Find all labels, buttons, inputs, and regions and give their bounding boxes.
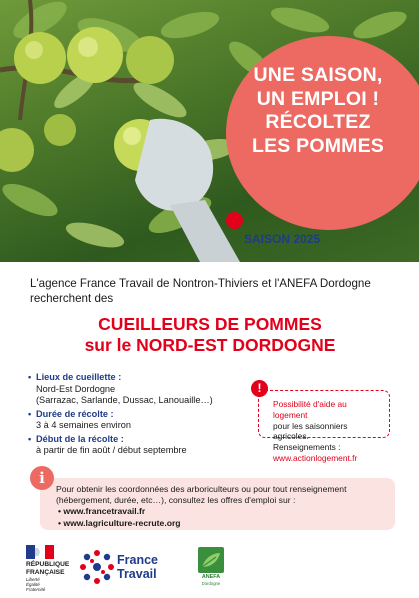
bullet-icon: • — [28, 408, 32, 419]
motto-liberte: Liberté — [26, 577, 40, 582]
detail-label: Lieux de cueillette : — [36, 372, 122, 382]
anefa-leaf-icon — [198, 547, 224, 573]
bullet-icon: • — [28, 433, 32, 444]
detail-location — [28, 372, 248, 407]
aid-line-2: pour les saisonniers agricoles. — [273, 420, 348, 442]
detail-value: Nord-Est Dordogne — [36, 383, 116, 394]
red-dot-decoration — [226, 212, 243, 229]
republique-line-1: RÉPUBLIQUE — [26, 561, 70, 568]
bullet-icon: • — [28, 372, 32, 382]
anefa-sub: Dordogne — [201, 581, 221, 586]
headline-line-3: RÉCOLTEZ — [265, 111, 371, 133]
france-travail-logo — [79, 547, 169, 587]
republique-line-2: FRANÇAISE — [26, 568, 65, 576]
info-icon: i — [30, 466, 54, 490]
detail-duration — [28, 409, 248, 432]
info-line-1: Pour obtenir les coordonnées des arboriculteurs ou pour tout renseignement — [56, 484, 347, 494]
anefa-logo — [198, 547, 224, 587]
headline-line-1: UNE SAISON, — [253, 64, 383, 86]
info-line-2: (hébergement, durée, etc…), consultez les offres d'emploi sur : — [56, 495, 296, 506]
detail-value: à partir de fin août / début septembre — [36, 445, 187, 455]
aid-line-3: Renseignements : — [273, 442, 341, 453]
detail-label: Durée de récolte : — [36, 408, 114, 419]
lagriculture-recrute-link[interactable]: • www.lagriculture-recrute.org — [58, 517, 181, 528]
intro-line-1: L'agence France Travail de Nontron-Thiviers et l'ANEFA Dordogne — [30, 277, 371, 290]
republique-francaise-logo — [26, 545, 76, 592]
lagriculture-recrute-link-text[interactable]: www.lagriculture-recrute.org — [63, 517, 181, 528]
detail-value: (Sarrazac, Sarlande, Dussac, Lanouaille…) — [36, 395, 213, 405]
francetravail-link[interactable]: • www.francetravail.fr — [58, 506, 146, 517]
info-box — [40, 478, 395, 530]
job-details-list — [28, 372, 248, 459]
job-title — [20, 314, 400, 356]
republique-motto — [26, 577, 45, 592]
aid-line-1: Possibilité d'aide au logement — [273, 399, 347, 420]
francetravail-link-text[interactable]: www.francetravail.fr — [63, 506, 146, 517]
detail-value: 3 à 4 semaines environ — [36, 420, 131, 430]
marianne-flag-icon — [26, 545, 54, 559]
job-title-line-1: CUEILLEURS DE POMMES — [98, 314, 322, 334]
anefa-label: ANEFA — [201, 574, 221, 580]
exclamation-icon: ! — [251, 380, 268, 397]
job-title-line-2: sur le NORD-EST DORDOGNE — [84, 335, 336, 355]
season-label: SAISON 2025 — [244, 232, 321, 246]
detail-label: Début de la récolte : — [36, 433, 124, 444]
headline-line-2: UN EMPLOI ! — [256, 87, 380, 110]
france-travail-text — [117, 553, 158, 581]
motto-egalite: Égalité — [26, 582, 40, 587]
intro-text — [30, 276, 400, 306]
headline — [226, 64, 410, 158]
france-travail-line-2: Travail — [117, 567, 157, 581]
intro-line-2: recherchent des — [30, 292, 114, 305]
headline-line-4: LES POMMES — [251, 134, 385, 157]
housing-aid-box — [258, 390, 390, 463]
france-travail-line-1: France — [117, 553, 158, 567]
france-travail-dots-icon — [79, 549, 115, 585]
motto-fraternite: Fraternité — [26, 587, 46, 592]
detail-start — [28, 434, 248, 457]
republique-text — [26, 561, 69, 576]
actionlogement-link[interactable]: www.actionlogement.fr — [273, 452, 358, 463]
